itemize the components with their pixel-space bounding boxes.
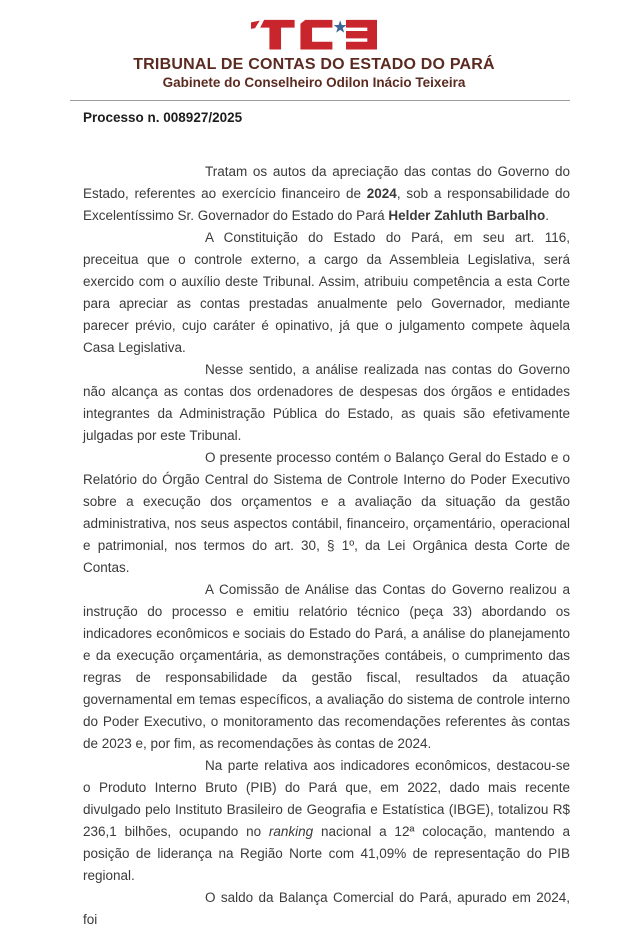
tce-logo — [251, 14, 377, 52]
paragraph-4: O presente processo contém o Balanço Geral do Estado e o Relatório do Órgão Central do Sistema de Controle Interno do Poder Executivo sobre a execução dos orçamentos e a avaliação da situação da gestão administrativa, nos seus aspectos contábil, financeiro, orçamentário, operacional e patrimonial, nos termos do art. 30, § 1º, da Lei Orgânica desta Corte de Contas. — [83, 450, 570, 575]
paragraph-7: O saldo da Balança Comercial do Pará, apurado em 2024, foi — [83, 890, 570, 927]
letterhead — [0, 0, 628, 91]
header-divider — [70, 100, 570, 101]
paragraph-5: A Comissão de Análise das Contas do Governo realizou a instrução do processo e emitiu relatório técnico (peça 33) abordando os indicadores econômicos e sociais do Estado do Pará, a análise do planejamento e da execução orçamentária, as demonstrações contábeis, o cumprimento das regras de responsabilidade da gestão fiscal, resultados da atuação governamental em temas específicos, a avaliação do sistema de controle interno do Poder Executivo, o monitoramento das recomendações referentes às contas de 2023 e, por fim, as recomendações às contas de 2024. — [83, 582, 570, 751]
paragraph-3: Nesse sentido, a análise realizada nas contas do Governo não alcança as contas dos ordenadores de despesas dos órgãos e entidades integrantes da Administração Pública do Estado, as quais são efetivamente julgadas por este Tribunal. — [83, 362, 570, 443]
org-title: TRIBUNAL DE CONTAS DO ESTADO DO PARÁ — [133, 56, 495, 73]
paragraph-6: Na parte relativa aos indicadores econômicos, destacou-se o Produto Interno Bruto (PIB) do Pará que, em 2022, dado mais recente divulgado pelo Instituto Brasileiro de Geografia e Estatística (IBGE), totalizou R$ 236,1 bilhões, ocupando no ranking nacional a 12ª colocação, mantendo a posição de liderança na Região Norte com 41,09% de representação do PIB regional. — [83, 758, 570, 883]
star-icon — [334, 20, 347, 32]
paragraph-1: Tratam os autos da apreciação das contas do Governo do Estado, referentes ao exercício financeiro de 2024, sob a responsabilidade do Excelentíssimo Sr. Governador do Estado do Pará Helder Zahluth Barbalho. — [83, 164, 570, 223]
paragraph-2: A Constituição do Estado do Pará, em seu art. 116, preceitua que o controle externo, a cargo da Assembleia Legislativa, será exercido com o auxílio deste Tribunal. Assim, atribuiu competência a esta Corte para apreciar as contas prestadas anualmente pelo Governador, mediante parecer prévio, cujo caráter é opinativo, já que o julgamento compete àquela Casa Legislativa. — [83, 230, 570, 355]
process-number: Processo n. 008927/2025 — [83, 110, 243, 125]
logo-container — [0, 14, 628, 52]
document-body — [83, 161, 570, 931]
office-subtitle: Gabinete do Conselheiro Odilon Inácio Teixeira — [162, 75, 466, 90]
